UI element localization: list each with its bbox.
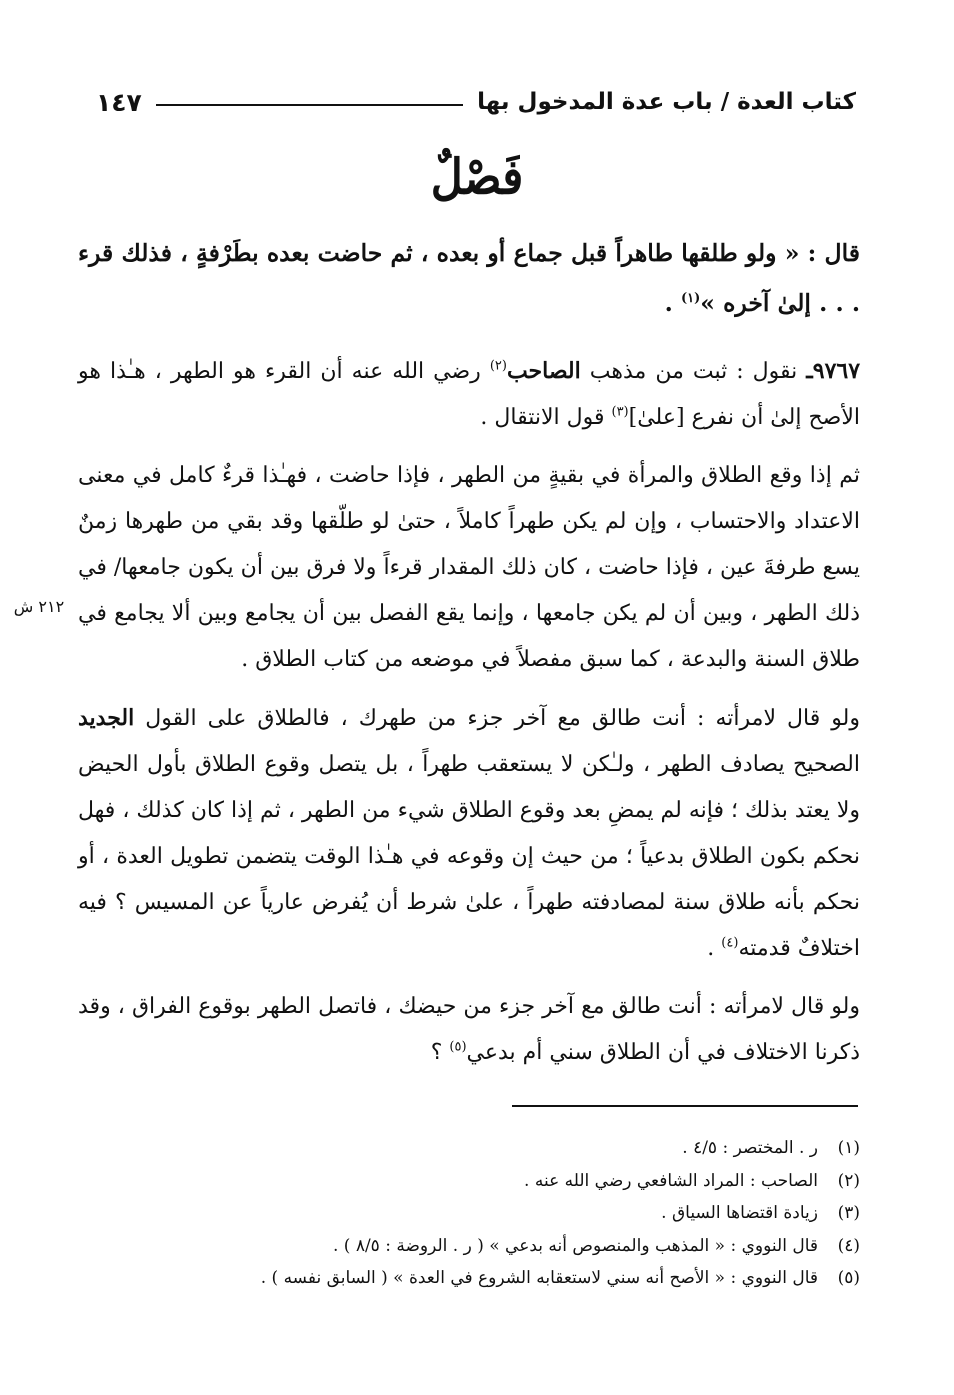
running-header-title: كتاب العدة / باب عدة المدخول بها	[477, 89, 856, 115]
paragraph-text: الصحيح يصادف الطهر ، ولـٰكن لا يستعقب طهراً ، بل يتصل وقوع الطلاق بأول الحيض ولا يعتد بذلك ؛ فإنه لم يمضِ بعد وقوع الطلاق شيء من الطهر ، ثم إذا كان كذلك ، فهل نحكم بكون الطلاق بدعياً ؛ من حيث إن وقوعه في هـٰذا الوقت يتضمن تطويل العدة ، أو نحكم بأنه طلاق سنة لمصادفته طهراً ، علىٰ شرط أن يُفرض عارياً عن المسيس ؟ فيه اختلافٌ قدمته	[78, 752, 860, 961]
paragraph-end: .	[707, 936, 722, 961]
header-rule	[156, 104, 463, 106]
footnote-text: قال النووي : « المذهب والمنصوص أنه بدعي » ( ر . الروضة : ٨/٥ ) .	[332, 1235, 818, 1256]
paragraph-5	[78, 984, 860, 1076]
footnote-text: زيادة اقتضاها السياق .	[661, 1203, 818, 1223]
paragraph-text: ولو قال لامرأته : أنت طالق مع آخر جزء من طهرك ، فالطلاق على القول	[134, 706, 860, 731]
footnote-ref-5: (٥)	[449, 1039, 467, 1055]
paragraph-text: قول الانتقال .	[480, 405, 612, 430]
quoted-text-paragraph	[78, 228, 860, 328]
quoted-text: قال : « ولو طلقها طاهراً قبل جماع أو بعده ، ثم حاضت بعده بطَرْفةٍ ، فذلك قرء . . . إلىٰ آخره »	[78, 239, 860, 317]
page-number: ١٤٧	[96, 87, 142, 117]
footnote-number: (٣)	[837, 1203, 860, 1223]
footnote-ref-4: (٤)	[721, 935, 739, 951]
paragraph-text: رضي الله عنه أن القرء هو الطهر ، هـٰذا هو الأصح إلىٰ أن نفرع [علىٰ]	[78, 359, 860, 430]
footnote-ref-2: (٢)	[489, 358, 507, 374]
paragraph-3: ثم إذا وقع الطلاق والمرأة في بقيةٍ من الطهر ، فإذا حاضت ، فهـٰذا قرءٌ كامل في معنى الاعتداد والاحتساب ، وإن لم يكن طهراً كاملاً ، حتىٰ لو طلّقها وقد بقي من طهرها زمنٌ يسع طرفةَ عين ، فإذا حاضت ، كان ذلك المقدار قرءاً ولا فرق بين أن يكون جامعها/ في ذلك الطهر ، وبين أن لم يكن جامعها ، وإنما يقع الفصل بين أن يجامع وبين ألا يجامع في طلاق السنة والبدعة ، كما سبق مفصلاً في موضعه من كتاب الطلاق .	[78, 463, 860, 672]
footnote	[160, 1197, 860, 1230]
bold-term: الجديد	[78, 705, 135, 731]
footnote-text: قال النووي : « الأصح أنه سني لاستعقابه الشروع في العدة » ( السابق نفسه ) .	[260, 1268, 818, 1288]
paragraph-end: ؟	[430, 1040, 450, 1065]
footnote	[160, 1165, 860, 1198]
footnote-ref-3: (٣)	[611, 404, 629, 420]
paragraph-9767	[78, 348, 860, 441]
footnote-rule	[512, 1105, 858, 1107]
paragraph-text: ولو قال لامرأته : أنت طالق مع آخر جزء من حيضك ، فاتصل الطهر بوقوع الفراق ، وقد ذكرنا الاختلاف في أن الطلاق سني أم بدعي	[78, 994, 860, 1065]
paragraph-end: .	[664, 289, 681, 317]
footnote-text: ر . المختصر : ٤/٥ .	[682, 1138, 818, 1158]
footnote-text: الصاحب : المراد الشافعي رضي الله عنه .	[524, 1170, 818, 1191]
paragraph-number: ٩٧٦٧ـ	[806, 358, 861, 384]
manuscript-folio-note: ٢١٢ ش	[13, 597, 65, 616]
footnote	[160, 1262, 860, 1295]
footnote-number: (١)	[837, 1138, 860, 1158]
paragraph-4	[78, 695, 860, 972]
footnote	[160, 1230, 860, 1263]
section-heading	[0, 149, 954, 206]
footnote-number: (٤)	[837, 1235, 860, 1256]
footnote-number: (٢)	[837, 1170, 860, 1191]
section-heading-text: فَصْلٌ	[430, 149, 524, 206]
main-text	[78, 228, 860, 1076]
footnote-ref-1: (١)	[680, 291, 701, 307]
footnote	[160, 1132, 860, 1165]
running-header	[96, 82, 856, 122]
footnote-number: (٥)	[837, 1268, 860, 1288]
footnotes	[160, 1132, 860, 1295]
bold-term: الصاحب	[506, 358, 581, 384]
paragraph-text: نقول : ثبت من مذهب	[580, 359, 807, 384]
